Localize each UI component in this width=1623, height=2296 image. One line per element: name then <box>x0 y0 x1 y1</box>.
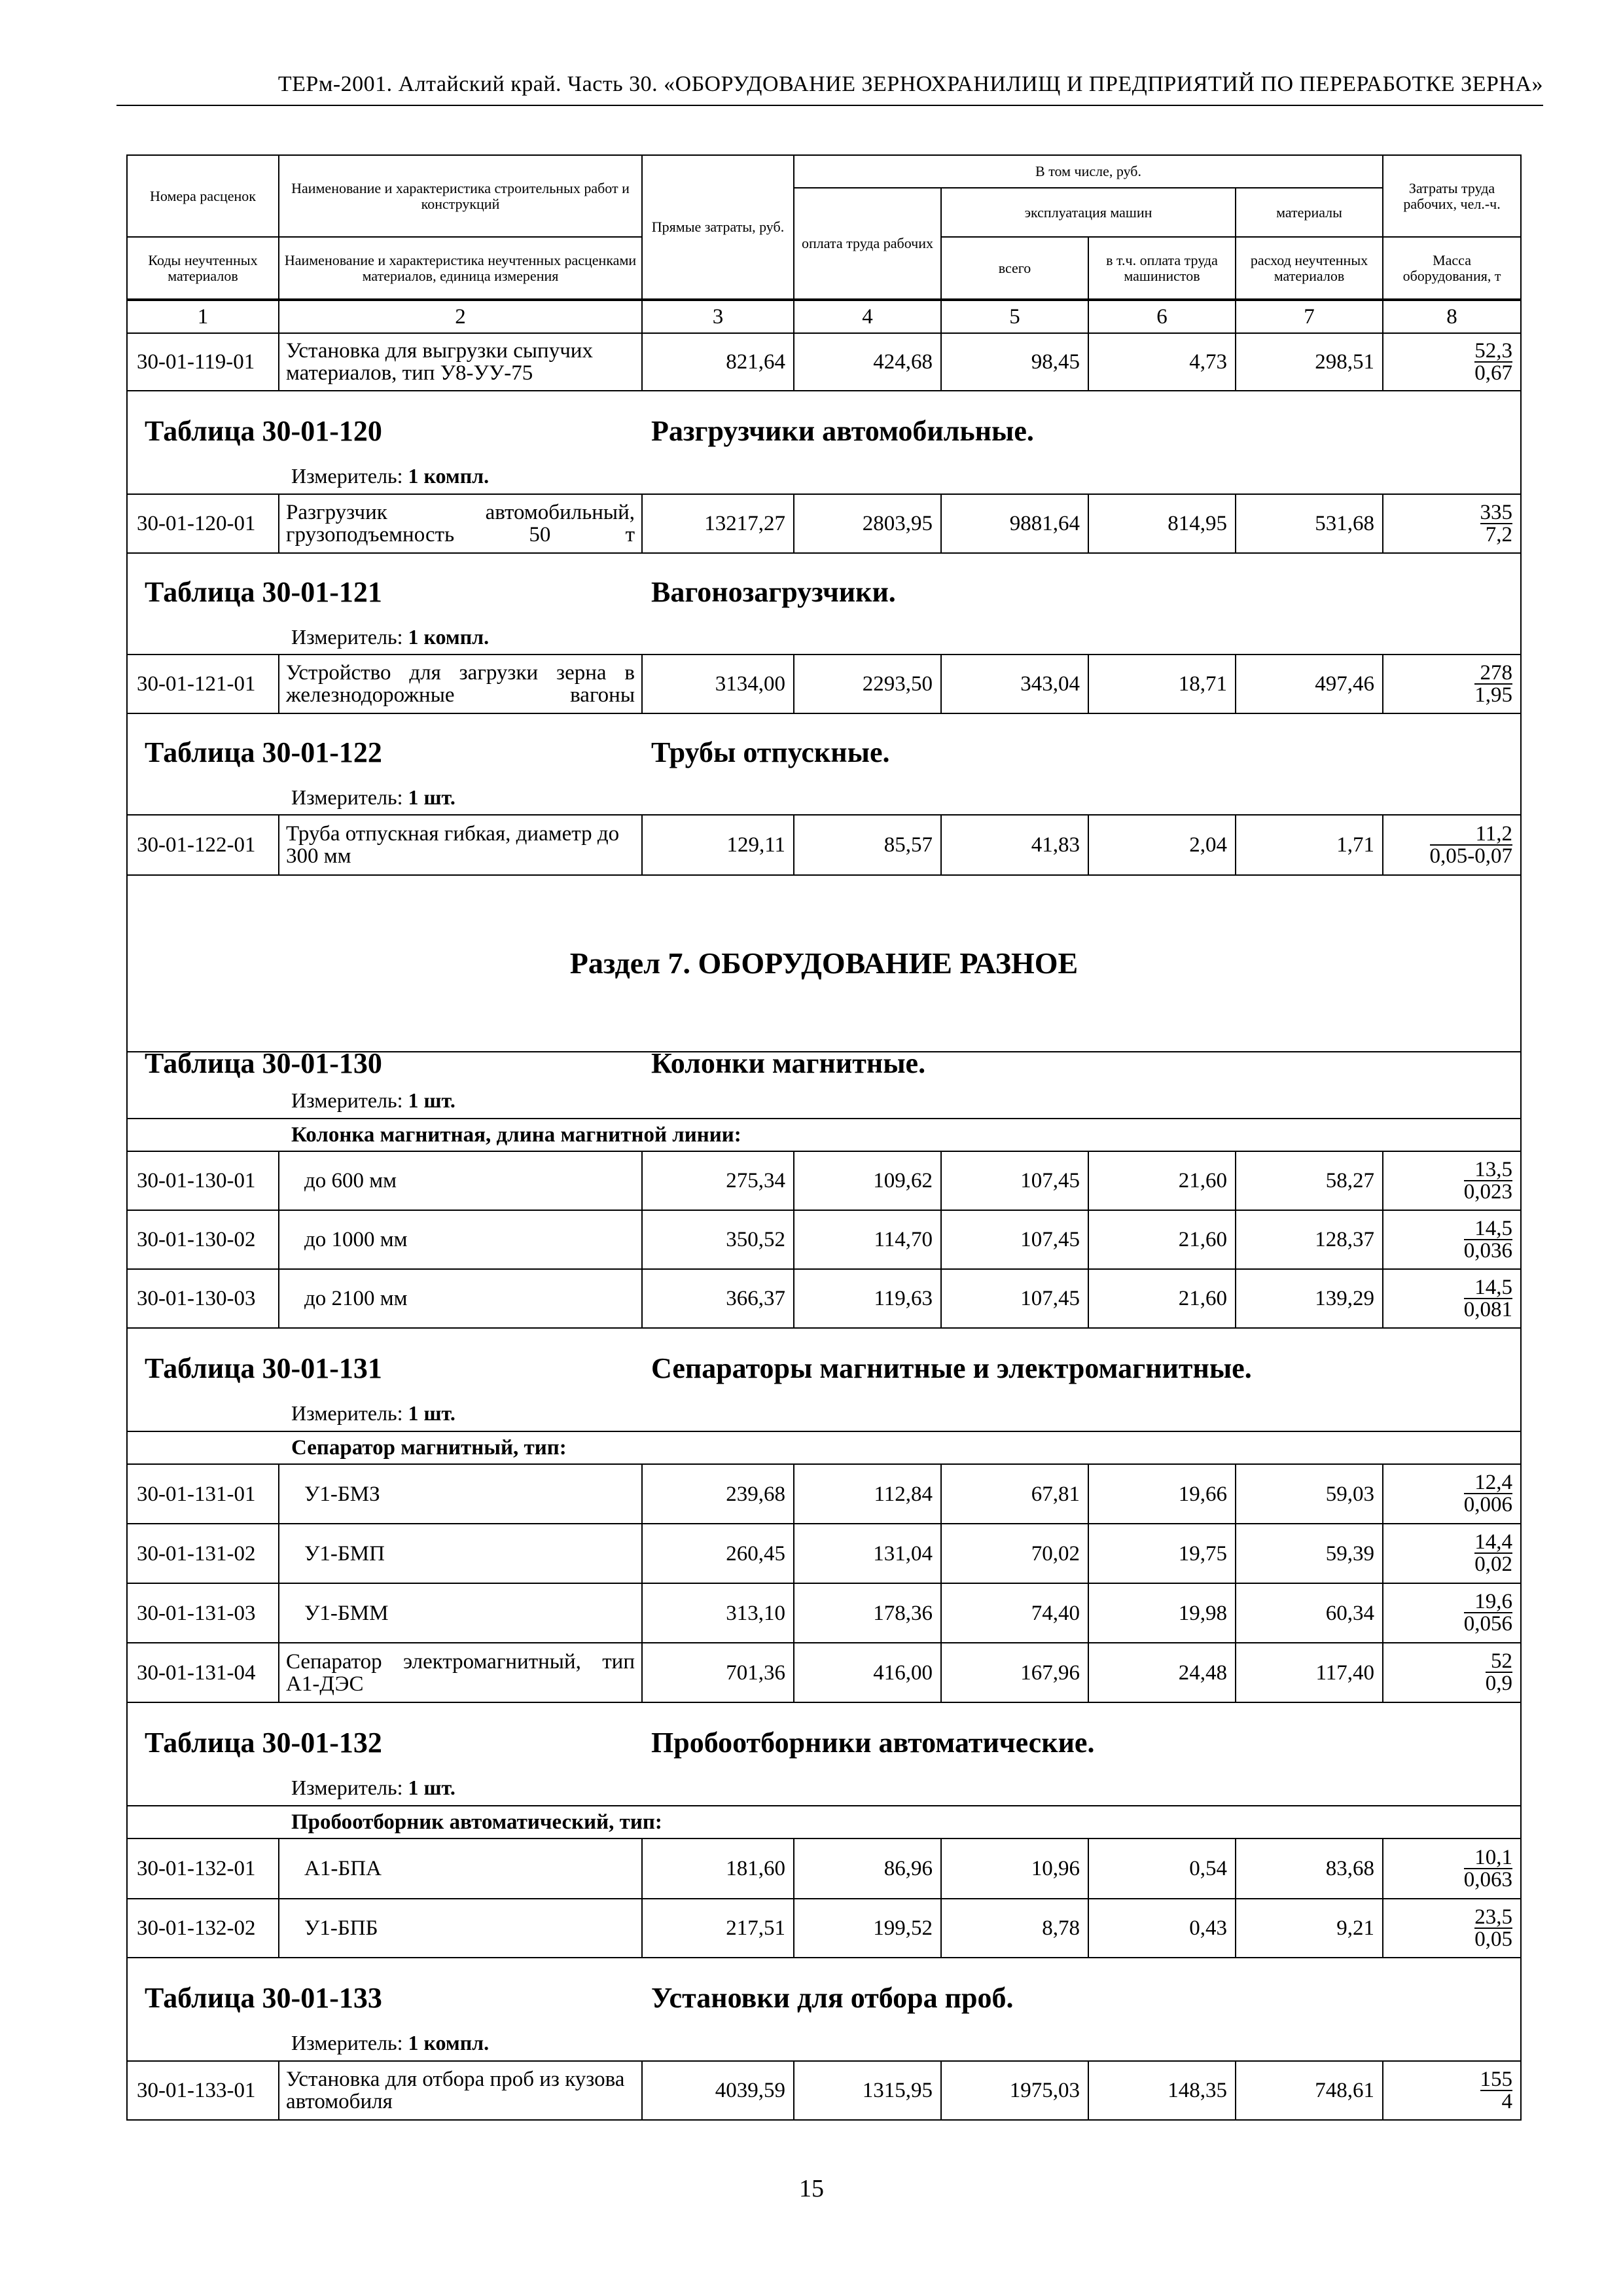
row-direct-costs: 701,36 <box>642 1643 794 1702</box>
unit-value: 1 шт. <box>408 1401 455 1425</box>
row-labor-hours: 14,5 <box>1464 1277 1512 1299</box>
header-material-names: Наименование и характеристика неучтенных расценками материалов, единица измерения <box>279 237 642 299</box>
column-header <box>126 154 1522 300</box>
row-code: 30-01-120-01 <box>127 494 279 553</box>
unit-label: Измеритель: <box>291 2031 403 2054</box>
row-mass: 0,05 <box>1474 1927 1512 1951</box>
row-machinists-pay: 18,71 <box>1088 655 1236 713</box>
row-labor-hours: 23,5 <box>1474 1905 1512 1929</box>
header-rule <box>116 105 1543 106</box>
row-materials: 117,40 <box>1236 1643 1383 1702</box>
table-name: Колонки магнитные. <box>651 1047 926 1079</box>
price-rows <box>126 300 1522 2121</box>
unit-value: 1 компл. <box>408 2031 490 2054</box>
row-hours-mass <box>1383 1643 1521 1702</box>
unit-value: 1 компл. <box>408 625 490 649</box>
row-direct-costs: 3134,00 <box>642 655 794 713</box>
row-code: 30-01-130-03 <box>127 1269 279 1328</box>
row-code: 30-01-132-01 <box>127 1839 279 1899</box>
column-number: 2 <box>279 300 642 333</box>
table-row <box>127 333 1521 391</box>
row-labor-pay: 2803,95 <box>794 494 941 553</box>
table-caption <box>127 1052 1521 1119</box>
price-table <box>126 154 1520 2121</box>
column-number: 1 <box>127 300 279 333</box>
header-labor-pay: оплата труда рабочих <box>794 188 941 299</box>
row-code: 30-01-131-02 <box>127 1524 279 1583</box>
row-machines: 98,45 <box>941 333 1088 391</box>
row-hours-mass <box>1383 1839 1521 1899</box>
row-materials: 59,39 <box>1236 1524 1383 1583</box>
column-number: 8 <box>1383 300 1521 333</box>
table-name: Пробоотборники автоматические. <box>651 1727 1095 1759</box>
table-caption <box>127 553 1521 655</box>
table-name: Вагонозагрузчики. <box>651 576 896 608</box>
row-labor-hours: 52 <box>1486 1651 1512 1673</box>
table-row <box>127 1839 1521 1899</box>
row-hours-mass <box>1383 1899 1521 1958</box>
row-hours-mass <box>1383 333 1521 391</box>
table-title: Таблица 30-01-122 <box>145 736 382 768</box>
unit-value: 1 шт. <box>408 1088 455 1112</box>
row-machines: 107,45 <box>941 1151 1088 1210</box>
row-materials: 60,34 <box>1236 1583 1383 1643</box>
row-labor-hours: 10,1 <box>1464 1847 1512 1869</box>
table-unit <box>291 786 455 808</box>
row-name: Труба отпускная гибкая, диаметр до 300 мм <box>279 815 642 875</box>
table-row <box>127 494 1521 553</box>
row-machinists-pay: 21,60 <box>1088 1151 1236 1210</box>
row-mass: 0,063 <box>1463 1867 1512 1892</box>
row-labor-pay: 86,96 <box>794 1839 941 1899</box>
row-code: 30-01-131-04 <box>127 1643 279 1702</box>
table-caption <box>127 713 1521 815</box>
table-caption <box>127 1328 1521 1431</box>
header-name: Наименование и характеристика строительных работ и конструкций <box>279 155 642 237</box>
table-unit <box>291 626 489 648</box>
row-labor-hours: 155 <box>1480 2067 1512 2091</box>
section-heading-row <box>127 875 1521 1052</box>
row-labor-pay: 131,04 <box>794 1524 941 1583</box>
table-title: Таблица 30-01-131 <box>145 1352 382 1384</box>
column-number: 4 <box>794 300 941 333</box>
row-machines: 107,45 <box>941 1269 1088 1328</box>
row-materials: 748,61 <box>1236 2061 1383 2120</box>
table-row <box>127 2061 1521 2120</box>
row-machinists-pay: 814,95 <box>1088 494 1236 553</box>
row-machinists-pay: 19,75 <box>1088 1524 1236 1583</box>
row-direct-costs: 217,51 <box>642 1899 794 1958</box>
unit-value: 1 шт. <box>408 1776 455 1799</box>
table-title: Таблица 30-01-133 <box>145 1982 382 2014</box>
row-machinists-pay: 0,43 <box>1088 1899 1236 1958</box>
row-machines: 107,45 <box>941 1210 1088 1269</box>
row-labor-pay: 178,36 <box>794 1583 941 1643</box>
row-hours-mass <box>1383 1464 1521 1524</box>
row-direct-costs: 181,60 <box>642 1839 794 1899</box>
row-labor-hours: 11,2 <box>1430 823 1513 846</box>
row-labor-pay: 109,62 <box>794 1151 941 1210</box>
row-name: У1-БММ <box>279 1583 642 1643</box>
table-row <box>127 815 1521 875</box>
row-name: А1-БПА <box>279 1839 642 1899</box>
row-code: 30-01-132-02 <box>127 1899 279 1958</box>
row-machinists-pay: 0,54 <box>1088 1839 1236 1899</box>
row-direct-costs: 129,11 <box>642 815 794 875</box>
header-code: Номера расценок <box>127 155 279 237</box>
row-mass: 0,02 <box>1474 1552 1512 1576</box>
header-machine-operation: эксплуатация машин <box>941 188 1236 237</box>
header-machinists-pay: в т.ч. оплата труда машинистов <box>1088 237 1236 299</box>
row-mass: 1,95 <box>1474 683 1512 707</box>
unit-label: Измеритель: <box>291 1088 403 1112</box>
row-labor-hours: 13,5 <box>1464 1159 1512 1181</box>
column-number: 3 <box>642 300 794 333</box>
header-materials: материалы <box>1236 188 1383 237</box>
row-machinists-pay: 21,60 <box>1088 1269 1236 1328</box>
row-mass: 0,056 <box>1463 1612 1512 1636</box>
table-unit <box>291 1402 455 1424</box>
table-unit <box>291 1089 455 1111</box>
row-hours-mass <box>1383 815 1521 875</box>
row-direct-costs: 239,68 <box>642 1464 794 1524</box>
row-code: 30-01-122-01 <box>127 815 279 875</box>
row-materials: 497,46 <box>1236 655 1383 713</box>
row-machines: 67,81 <box>941 1464 1088 1524</box>
table-name: Сепараторы магнитные и электромагнитные. <box>651 1352 1252 1384</box>
row-direct-costs: 4039,59 <box>642 2061 794 2120</box>
subheading-row <box>127 1431 1521 1464</box>
subheading-row <box>127 1806 1521 1839</box>
header-unaccounted-materials: расход неучтенных материалов <box>1236 237 1383 299</box>
table-row <box>127 1210 1521 1269</box>
row-mass: 0,023 <box>1463 1179 1512 1204</box>
row-hours-mass <box>1383 1269 1521 1328</box>
row-code: 30-01-131-03 <box>127 1583 279 1643</box>
row-code: 30-01-130-01 <box>127 1151 279 1210</box>
row-labor-pay: 416,00 <box>794 1643 941 1702</box>
row-machinists-pay: 148,35 <box>1088 2061 1236 2120</box>
row-materials: 298,51 <box>1236 333 1383 391</box>
header-equipment-mass: Масса оборудования, т <box>1383 237 1521 299</box>
row-direct-costs: 366,37 <box>642 1269 794 1328</box>
row-machines: 8,78 <box>941 1899 1088 1958</box>
row-direct-costs: 260,45 <box>642 1524 794 1583</box>
table-row <box>127 1151 1521 1210</box>
table-row <box>127 1269 1521 1328</box>
row-labor-hours: 12,4 <box>1464 1472 1512 1494</box>
row-direct-costs: 821,64 <box>642 333 794 391</box>
table-title: Таблица 30-01-120 <box>145 415 382 447</box>
row-machinists-pay: 21,60 <box>1088 1210 1236 1269</box>
table-row <box>127 1583 1521 1643</box>
row-name: Установка для выгрузки сыпучих материалов, тип У8-УУ-75 <box>279 333 642 391</box>
row-machinists-pay: 19,98 <box>1088 1583 1236 1643</box>
running-header: ТЕРм-2001. Алтайский край. Часть 30. «ОБОРУДОВАНИЕ ЗЕРНОХРАНИЛИЩ И ПРЕДПРИЯТИЙ ПО ПЕРЕРАБОТКЕ ЗЕРНА» <box>277 72 1543 96</box>
row-hours-mass <box>1383 1210 1521 1269</box>
row-labor-pay: 114,70 <box>794 1210 941 1269</box>
row-direct-costs: 275,34 <box>642 1151 794 1210</box>
row-hours-mass <box>1383 1524 1521 1583</box>
table-caption <box>127 1958 1521 2061</box>
column-number-row <box>127 300 1521 333</box>
row-labor-hours: 19,6 <box>1464 1591 1512 1613</box>
table-row <box>127 1464 1521 1524</box>
header-direct-costs: Прямые затраты, руб. <box>642 155 794 299</box>
unit-label: Измеритель: <box>291 464 403 488</box>
row-machines: 41,83 <box>941 815 1088 875</box>
row-name: до 2100 мм <box>279 1269 642 1328</box>
row-materials: 531,68 <box>1236 494 1383 553</box>
table-subheading: Сепаратор магнитный, тип: <box>127 1431 1521 1464</box>
table-name: Трубы отпускные. <box>651 736 890 768</box>
row-materials: 9,21 <box>1236 1899 1383 1958</box>
row-materials: 58,27 <box>1236 1151 1383 1210</box>
row-materials: 1,71 <box>1236 815 1383 875</box>
row-hours-mass <box>1383 2061 1521 2120</box>
table-subheading: Пробоотборник автоматический, тип: <box>127 1806 1521 1839</box>
row-direct-costs: 350,52 <box>642 1210 794 1269</box>
row-name: У1-БПБ <box>279 1899 642 1958</box>
header-machines-total: всего <box>941 237 1088 299</box>
row-labor-pay: 85,57 <box>794 815 941 875</box>
row-hours-mass <box>1383 494 1521 553</box>
row-machines: 343,04 <box>941 655 1088 713</box>
unit-label: Измеритель: <box>291 785 403 809</box>
table-caption <box>127 391 1521 494</box>
row-labor-pay: 1315,95 <box>794 2061 941 2120</box>
table-subheading: Колонка магнитная, длина магнитной линии: <box>127 1119 1521 1151</box>
row-name: У1-БМП <box>279 1524 642 1583</box>
row-labor-pay: 119,63 <box>794 1269 941 1328</box>
row-materials: 59,03 <box>1236 1464 1383 1524</box>
row-name: Установка для отбора проб из кузова автомобиля <box>279 2061 642 2120</box>
row-code: 30-01-133-01 <box>127 2061 279 2120</box>
row-labor-pay: 199,52 <box>794 1899 941 1958</box>
row-direct-costs: 313,10 <box>642 1583 794 1643</box>
table-name: Разгрузчики автомобильные. <box>651 415 1034 447</box>
row-mass: 7,2 <box>1485 522 1512 547</box>
row-machinists-pay: 19,66 <box>1088 1464 1236 1524</box>
row-name: Сепаратор электромагнитный, тип А1-ДЭС <box>279 1643 642 1702</box>
row-name: до 600 мм <box>279 1151 642 1210</box>
row-hours-mass <box>1383 1151 1521 1210</box>
table-row <box>127 655 1521 713</box>
column-number: 6 <box>1088 300 1236 333</box>
header-labor-hours: Затраты труда рабочих, чел.-ч. <box>1383 155 1521 237</box>
row-code: 30-01-119-01 <box>127 333 279 391</box>
row-hours-mass <box>1383 1583 1521 1643</box>
row-mass: 0,67 <box>1474 361 1512 385</box>
row-machines: 70,02 <box>941 1524 1088 1583</box>
header-including: В том числе, руб. <box>794 155 1383 188</box>
row-direct-costs: 13217,27 <box>642 494 794 553</box>
row-mass: 0,081 <box>1463 1297 1512 1321</box>
row-machinists-pay: 2,04 <box>1088 815 1236 875</box>
row-machines: 167,96 <box>941 1643 1088 1702</box>
row-mass: 0,9 <box>1485 1672 1512 1695</box>
row-name: У1-БМЗ <box>279 1464 642 1524</box>
row-code: 30-01-121-01 <box>127 655 279 713</box>
table-row <box>127 1643 1521 1702</box>
row-code: 30-01-131-01 <box>127 1464 279 1524</box>
row-mass: 4 <box>1501 2089 1512 2113</box>
section-title: Раздел 7. ОБОРУДОВАНИЕ РАЗНОЕ <box>127 875 1521 1052</box>
header-material-codes: Коды неучтенных материалов <box>127 237 279 299</box>
table-name: Установки для отбора проб. <box>651 1982 1014 2014</box>
unit-label: Измеритель: <box>291 1776 403 1799</box>
row-labor-pay: 112,84 <box>794 1464 941 1524</box>
table-title: Таблица 30-01-121 <box>145 576 382 608</box>
column-number: 5 <box>941 300 1088 333</box>
row-labor-hours: 14,4 <box>1474 1530 1512 1554</box>
row-machines: 1975,03 <box>941 2061 1088 2120</box>
table-unit <box>291 1776 455 1799</box>
row-labor-hours: 52,3 <box>1474 338 1512 363</box>
unit-value: 1 шт. <box>408 785 455 809</box>
table-title: Таблица 30-01-132 <box>145 1727 382 1759</box>
row-materials: 139,29 <box>1236 1269 1383 1328</box>
row-mass: 0,05-0,07 <box>1429 844 1512 868</box>
row-labor-pay: 424,68 <box>794 333 941 391</box>
page-number: 15 <box>799 2175 824 2202</box>
row-mass: 0,036 <box>1463 1238 1512 1263</box>
unit-label: Измеритель: <box>291 1401 403 1425</box>
unit-label: Измеритель: <box>291 625 403 649</box>
row-machines: 74,40 <box>941 1583 1088 1643</box>
column-number: 7 <box>1236 300 1383 333</box>
row-name: Разгрузчик автомобильный, грузоподъемность 50 т <box>279 494 642 553</box>
table-caption <box>127 1702 1521 1806</box>
row-labor-pay: 2293,50 <box>794 655 941 713</box>
row-labor-hours: 14,5 <box>1464 1218 1512 1240</box>
table-row <box>127 1899 1521 1958</box>
row-mass: 0,006 <box>1463 1493 1512 1516</box>
table-title: Таблица 30-01-130 <box>145 1047 382 1079</box>
subheading-row <box>127 1119 1521 1151</box>
table-row <box>127 1524 1521 1583</box>
row-machines: 10,96 <box>941 1839 1088 1899</box>
row-machinists-pay: 24,48 <box>1088 1643 1236 1702</box>
row-code: 30-01-130-02 <box>127 1210 279 1269</box>
row-name: Устройство для загрузки зерна в железнодорожные вагоны <box>279 655 642 713</box>
row-hours-mass <box>1383 655 1521 713</box>
unit-value: 1 компл. <box>408 464 490 488</box>
row-labor-hours: 335 <box>1480 500 1512 524</box>
row-machines: 9881,64 <box>941 494 1088 553</box>
row-labor-hours: 278 <box>1474 662 1512 685</box>
table-unit <box>291 465 489 487</box>
row-machinists-pay: 4,73 <box>1088 333 1236 391</box>
row-materials: 128,37 <box>1236 1210 1383 1269</box>
row-name: до 1000 мм <box>279 1210 642 1269</box>
row-materials: 83,68 <box>1236 1839 1383 1899</box>
table-unit <box>291 2032 489 2054</box>
